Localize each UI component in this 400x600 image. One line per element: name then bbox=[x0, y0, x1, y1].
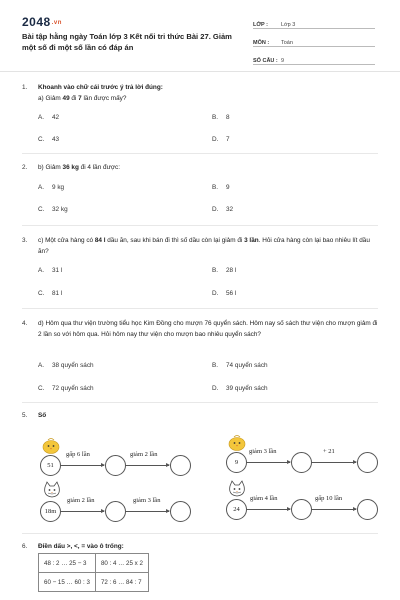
chain3-op1-label: giảm 2 lần bbox=[67, 497, 95, 504]
arrow bbox=[246, 462, 290, 463]
question-2-text: b) Giảm 36 kg đi 4 lần được: bbox=[38, 164, 121, 171]
answer-box[interactable] bbox=[291, 499, 312, 520]
q2-option-c[interactable]: C. 32 kg bbox=[38, 206, 68, 213]
divider bbox=[22, 533, 378, 534]
q4-option-a[interactable]: A. 38 quyển sách bbox=[38, 362, 94, 369]
divider bbox=[22, 308, 378, 309]
q4-option-b[interactable]: B. 74 quyển sách bbox=[212, 362, 268, 369]
arrow bbox=[60, 465, 104, 466]
meta-class: LỚP : Lớp 3 bbox=[253, 14, 375, 29]
chain3-start-circle: 18m bbox=[40, 501, 61, 522]
question-5-title: Số bbox=[38, 412, 47, 419]
arrow bbox=[311, 462, 356, 463]
q2-option-a[interactable]: A. 9 kg bbox=[38, 184, 65, 191]
chain2-op2-label: + 21 bbox=[323, 448, 335, 455]
q2-option-b[interactable]: B. 9 bbox=[212, 184, 230, 191]
chick-icon bbox=[41, 436, 61, 454]
arrow bbox=[246, 509, 290, 510]
arrow bbox=[125, 465, 169, 466]
question-6: 6. Điền dấu >, <, = vào ô trống: bbox=[22, 543, 124, 550]
table-row bbox=[39, 573, 149, 592]
q3-option-c[interactable]: C. 81 l bbox=[38, 290, 63, 297]
q1-option-b[interactable]: B. 8 bbox=[212, 114, 230, 121]
arrow bbox=[311, 509, 356, 510]
comparison-table bbox=[38, 553, 149, 592]
q3-option-d[interactable]: D. 56 l bbox=[212, 290, 237, 297]
question-1: 1. Khoanh vào chữ cái trước ý trả lời đúng: a) Giảm 49 đi 7 lần được mấy? bbox=[22, 84, 163, 102]
table-cell[interactable]: 72 : 6 … 84 : 7 bbox=[95, 573, 148, 592]
arrow bbox=[125, 511, 169, 512]
chain2-start-circle: 9 bbox=[226, 452, 247, 473]
question-4-text: d) Hôm qua thư viện trường tiểu học Kim Đồng cho mượn 76 quyển sách. Hôm nay số sách thư viện cho mượn giảm đi 2 lần so với hôm qua. Hỏi hôm nay thư viện cho mượn bao nhiêu quyển sách? bbox=[38, 320, 378, 338]
table-row bbox=[39, 554, 149, 573]
chain4-op1-label: giảm 4 lần bbox=[250, 495, 278, 502]
arrow bbox=[60, 511, 104, 512]
cat-icon bbox=[42, 481, 62, 499]
question-1-text: a) Giảm 49 đi 7 lần được mấy? bbox=[38, 95, 127, 102]
chain4-start-circle: 24 bbox=[226, 499, 247, 520]
q3-option-b[interactable]: B. 28 l bbox=[212, 267, 237, 274]
cat-icon bbox=[227, 480, 247, 498]
site-logo[interactable]: 2048.vn bbox=[22, 15, 62, 29]
divider bbox=[22, 225, 378, 226]
q1-option-d[interactable]: D. 7 bbox=[212, 136, 230, 143]
table-cell[interactable]: 60 − 15 … 60 : 3 bbox=[39, 573, 96, 592]
question-1-instruction: Khoanh vào chữ cái trước ý trả lời đúng: bbox=[38, 84, 163, 91]
answer-box[interactable] bbox=[170, 501, 191, 522]
question-3-text: c) Một cửa hàng có 84 l dầu ăn, sau khi bán đi thì số dầu còn lại giảm đi 3 lần. Hỏi cửa hàng còn lại bao nhiêu lít dầu ăn? bbox=[38, 237, 370, 255]
answer-box[interactable] bbox=[105, 501, 126, 522]
question-4: 4. d) Hôm qua thư viện trường tiểu học Kim Đồng cho mượn 76 quyển sách. Hôm nay số sách thư viện cho mượn giảm đi 2 lần so với hôm qua. Hỏi hôm nay thư viện cho mượn bao nhiêu quyển sách? bbox=[22, 318, 382, 340]
answer-box[interactable] bbox=[291, 452, 312, 473]
document-title: Bài tập hằng ngày Toán lớp 3 Kết nối tri thức Bài 27. Giảm một số đi một số lần có đáp án bbox=[22, 32, 232, 52]
header-divider bbox=[0, 71, 400, 72]
chain2-op1-label: giảm 3 lần bbox=[249, 448, 277, 455]
divider bbox=[22, 402, 378, 403]
chain1-start-circle: 51 bbox=[40, 455, 61, 476]
question-2: 2. b) Giảm 36 kg đi 4 lần được: bbox=[22, 162, 382, 173]
table-cell[interactable]: 80 : 4 … 25 x 2 bbox=[95, 554, 148, 573]
question-5: 5. Số bbox=[22, 412, 47, 419]
q4-option-d[interactable]: D. 39 quyển sách bbox=[212, 385, 268, 392]
q1-option-a[interactable]: A. 42 bbox=[38, 114, 60, 121]
chain4-op2-label: gấp 10 lần bbox=[315, 495, 343, 502]
answer-box[interactable] bbox=[357, 452, 378, 473]
question-3: 3. c) Một cửa hàng có 84 l dầu ăn, sau khi bán đi thì số dầu còn lại giảm đi 3 lần. Hỏi cửa hàng còn lại bao nhiêu lít dầu ăn? bbox=[22, 235, 382, 257]
divider bbox=[22, 153, 378, 154]
chain3-op2-label: giảm 3 lần bbox=[133, 497, 161, 504]
chain1-op1-label: gấp 6 lần bbox=[66, 451, 90, 458]
answer-box[interactable] bbox=[105, 455, 126, 476]
answer-box[interactable] bbox=[357, 499, 378, 520]
q4-option-c[interactable]: C. 72 quyển sách bbox=[38, 385, 94, 392]
meta-question-count: SỐ CÂU : 9 bbox=[253, 50, 375, 65]
q3-option-a[interactable]: A. 31 l bbox=[38, 267, 63, 274]
question-6-title: Điền dấu >, <, = vào ô trống: bbox=[38, 543, 124, 550]
table-cell[interactable]: 48 : 2 … 25 − 3 bbox=[39, 554, 96, 573]
q1-option-c[interactable]: C. 43 bbox=[38, 136, 60, 143]
meta-subject: MÔN : Toán bbox=[253, 32, 375, 47]
meta-info bbox=[253, 14, 375, 68]
chick-icon bbox=[227, 433, 247, 451]
q2-option-d[interactable]: D. 32 bbox=[212, 206, 234, 213]
answer-box[interactable] bbox=[170, 455, 191, 476]
chain1-op2-label: giảm 2 lần bbox=[130, 451, 158, 458]
